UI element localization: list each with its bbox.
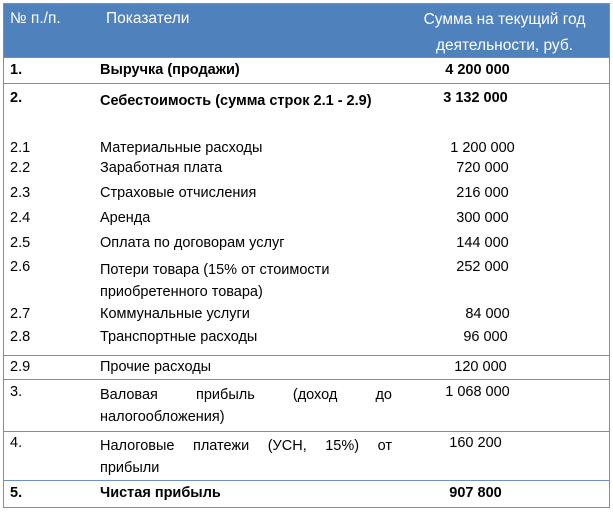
financial-table: [3, 3, 610, 508]
row-number: 5.: [10, 485, 23, 501]
row-value: 84 000: [465, 306, 510, 322]
header-indicator: Показатели: [106, 10, 190, 27]
table-row: [4, 57, 609, 83]
table-row: [4, 160, 609, 185]
header-sum: Сумма на текущий год деятельности, руб.: [423, 11, 586, 54]
row-indicator: Валовая прибыль (доход до налогообложения): [100, 387, 392, 425]
row-number: 2.4: [10, 210, 31, 226]
table-header: [4, 4, 609, 57]
row-indicator: Заработная плата: [100, 160, 223, 176]
row-number: 2.: [10, 90, 23, 106]
row-indicator: Себестоимость (сумма строк 2.1 - 2.9): [100, 93, 372, 109]
row-value: 1 068 000: [445, 384, 510, 400]
row-number: 3.: [10, 384, 23, 400]
row-number: 2.6: [10, 259, 31, 275]
row-number: 2.7: [10, 306, 31, 322]
row-number: 2.3: [10, 185, 31, 201]
row-value: 1 200 000: [450, 140, 515, 156]
table-row: [4, 355, 609, 379]
row-indicator: Коммунальные услуги: [100, 306, 250, 322]
table-row: [4, 235, 609, 259]
row-indicator: Выручка (продажи): [100, 62, 240, 78]
table-row: [4, 329, 609, 355]
row-value: 96 000: [463, 329, 508, 345]
header-number: № п./п.: [10, 10, 61, 27]
row-value: 216 000: [456, 185, 509, 201]
row-number: 2.2: [10, 160, 31, 176]
table-row: [4, 480, 609, 507]
row-value: 720 000: [456, 160, 509, 176]
row-number: 2.8: [10, 329, 31, 345]
table-row: [4, 138, 609, 160]
row-number: 2.1: [10, 140, 31, 156]
row-value: 120 000: [454, 359, 507, 375]
table-row: [4, 259, 609, 304]
row-indicator: Транспортные расходы: [100, 329, 258, 345]
row-indicator: Налоговые платежи (УСН, 15%) от прибыли: [100, 438, 392, 476]
row-value: 160 200: [449, 435, 502, 451]
row-number: 2.9: [10, 359, 31, 375]
row-indicator: Оплата по договорам услуг: [100, 235, 285, 251]
row-value: 144 000: [456, 235, 509, 251]
row-value: 907 800: [449, 485, 502, 501]
row-value: 252 000: [456, 259, 509, 275]
row-indicator: Прочие расходы: [100, 359, 212, 375]
table-row: [4, 210, 609, 235]
row-number: 2.5: [10, 235, 31, 251]
row-indicator: Страховые отчисления: [100, 185, 257, 201]
row-indicator: Материальные расходы: [100, 140, 263, 156]
table-row: [4, 431, 609, 480]
row-value: 3 132 000: [443, 90, 508, 106]
row-value: 4 200 000: [445, 62, 510, 78]
table-row: [4, 83, 609, 138]
table-row: [4, 379, 609, 431]
table-row: [4, 185, 609, 210]
table-row: [4, 304, 609, 329]
row-value: 300 000: [456, 210, 509, 226]
row-number: 1.: [10, 62, 23, 78]
row-indicator: Чистая прибыль: [100, 485, 221, 501]
row-number: 4.: [10, 435, 23, 451]
row-indicator: Аренда: [100, 210, 151, 226]
row-indicator: Потери товара (15% от стоимости приобретенного товара): [100, 262, 330, 300]
